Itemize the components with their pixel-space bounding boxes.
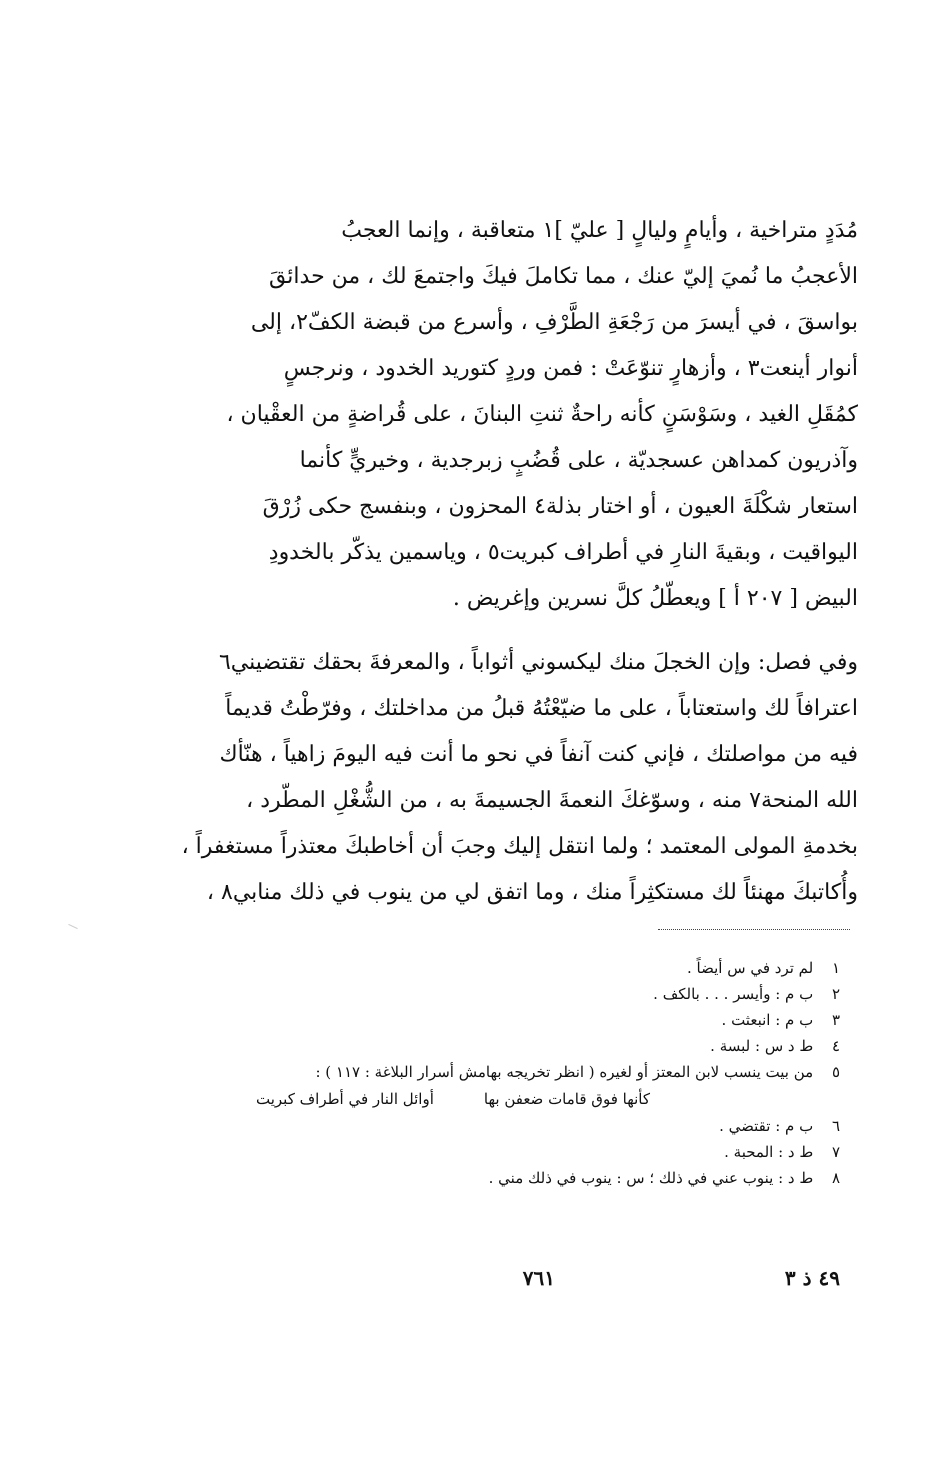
footnote-number: ٨	[831, 1169, 840, 1187]
footnote-number: ٥	[831, 1063, 840, 1081]
footnote-number: ٦	[831, 1117, 840, 1135]
footnote-separator	[658, 929, 850, 930]
footnote-number: ١	[831, 959, 840, 977]
footnote-text: من بيت ينسب لابن المعتز أو لغيره ( انظر تخريجه بهامش أسرار البلاغة : ١١٧ ) :	[315, 1063, 814, 1081]
text-line: بخدمةِ المولى المعتمد ؛ ولما انتقل إليك وجبَ أن أخاطبكَ معتذراً مستغفراً ،	[181, 834, 858, 859]
text-line: البيض [ ٢٠٧ أ ] ويعطّلُ كلَّ نسرين وإغريض .	[452, 586, 858, 611]
page-footer	[460, 1266, 840, 1296]
main-paragraph-1	[158, 208, 858, 622]
text-line: وآذريون كمداهن عسجديّة ، على قُضُبٍ زبرجدية ، وخيريٍّ كأنما	[299, 448, 858, 473]
main-paragraph-2	[158, 640, 858, 916]
text-line: بواسقَ ، في أيسرَ من رَجْعَةِ الطَّرْفِ ، وأسرع من قبضة الكفّ٢، إلى	[250, 310, 858, 335]
text-line: اعترافاً لك واستعتاباً ، على ما ضيّعْتُهُ قبلُ من مداخلتك ، وفرّطْتُ قديماً	[225, 696, 858, 721]
footnote	[200, 981, 840, 1007]
text-line: وأُكاتبكَ مهنئاً لك مستكثِراً منك ، وما اتفق لي من ينوب في ذلك منابي٨ ،	[206, 880, 858, 905]
footnote-text: ب م : انبعثت .	[721, 1011, 814, 1029]
sheet-signature-mark: ٤٩ ذ ٣	[784, 1266, 840, 1290]
footnote-number: ٣	[831, 1011, 840, 1029]
footnote	[200, 1139, 840, 1165]
text-line: فيه من مواصلتك ، فإني كنت آنفاً في نحو ما أنت فيه اليومَ زاهياً ، هنّأك	[219, 742, 858, 767]
footnote-number: ٧	[831, 1143, 840, 1161]
page-number: ٧٦١	[522, 1266, 555, 1290]
text-line: كمُقَلِ الغيد ، وسَوْسَنٍ كأنه راحةٌ ثنتِ البنانَ ، على قُراضةٍ من العقْيان ،	[226, 402, 858, 427]
text-line: اليواقيت ، وبقيةَ النارِ في أطراف كبريت٥ ، وياسمين يذكّر بالخدودِ	[268, 540, 858, 565]
verse-first-hemistich: كأنها فوق قامات ضعفن بها	[483, 1090, 650, 1108]
verse-quotation	[200, 1085, 840, 1113]
text-line: الأعجبُ ما نُميَ إليّ عنك ، مما تكاملَ فيكَ واجتمعَ لك ، من حدائقَ	[268, 264, 858, 289]
footnote-text: ط د : ينوب عني في ذلك ؛ س : ينوب في ذلك مني .	[488, 1169, 814, 1187]
scan-speck	[68, 924, 77, 929]
footnote	[200, 1007, 840, 1033]
footnotes	[200, 955, 840, 1191]
text-line: وفي فصل: وإن الخجلَ منك ليكسوني أثواباً ، والمعرفةَ بحقك تقتضيني٦	[218, 650, 858, 675]
footnote-text: ب م : تقتضي .	[719, 1117, 814, 1135]
text-line: مُدَدٍ متراخية ، وأيامٍ وليالٍ [ عليّ ]١ متعاقبة ، وإنما العجبُ	[341, 218, 858, 243]
footnote-text: ط د : المحبة .	[724, 1143, 814, 1161]
footnote	[200, 1113, 840, 1139]
footnote-number: ٤	[831, 1037, 840, 1055]
text-line: استعار شكْلَةَ العيون ، أو اختار بذلة٤ المحزون ، وبنفسج حكى زُرْقَ	[262, 494, 858, 519]
footnote	[200, 1033, 840, 1059]
footnote-text: ب م : وأيسر . . . بالكف .	[653, 985, 814, 1003]
text-line: أنوار أينعت٣ ، وأزهارٍ تنوّعَتْ : فمن وردٍ كتوريد الخدود ، ونرجسٍ	[283, 356, 858, 381]
footnote	[200, 955, 840, 981]
footnote-text: ط د س : لبسة .	[710, 1037, 814, 1055]
footnote-text: لم ترد في س أيضاً .	[687, 959, 814, 977]
footnote	[200, 1165, 840, 1191]
verse-second-hemistich: أوائل النار في أطراف كبريت	[256, 1090, 434, 1108]
footnote-number: ٢	[831, 985, 840, 1003]
text-line: الله المنحة٧ منه ، وسوّغكَ النعمةَ الجسيمةَ به ، من الشُّغْلِ المطّرد ،	[246, 788, 858, 813]
footnote	[200, 1059, 840, 1085]
